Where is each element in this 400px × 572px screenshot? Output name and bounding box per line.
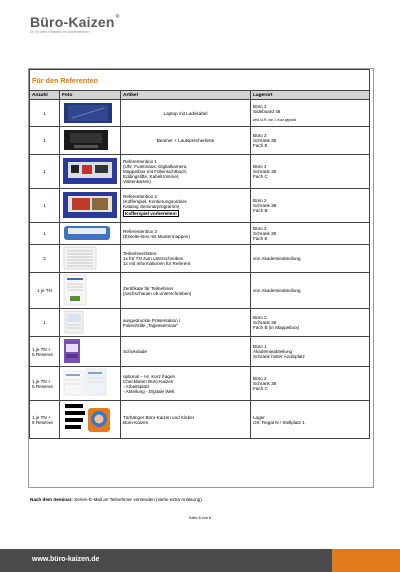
lagerort-line: Fach B bbox=[253, 208, 268, 213]
cell-artikel bbox=[121, 127, 251, 155]
lagerort-line: Büro 2 bbox=[253, 226, 267, 231]
cell-lagerort bbox=[251, 309, 370, 337]
zertifikat-photo bbox=[62, 274, 118, 307]
table-row bbox=[30, 155, 370, 189]
cell-foto bbox=[60, 155, 121, 189]
page-number: Seite 6 von 6 bbox=[188, 516, 212, 520]
cell-anzahl bbox=[30, 337, 60, 367]
teilnehmerliste-photo bbox=[62, 246, 118, 271]
artikel-line: Katalog Seminarprogramm) bbox=[123, 204, 180, 209]
artikel-line: Türhänger Büro-Kaizen und Kleber bbox=[123, 414, 195, 420]
lagerort-line: Büro 2 bbox=[253, 198, 267, 203]
lagerort-line: Büro 2 bbox=[253, 104, 267, 109]
cell-lagerort bbox=[251, 401, 370, 439]
artikel-line: Folienhülle „Tagesseminar“ bbox=[123, 322, 179, 328]
praesentation-photo bbox=[62, 310, 118, 335]
brand-tagline: 20 % mehr Effizienz im Unternehmen bbox=[30, 30, 90, 34]
cell-anzahl: 1 bbox=[30, 223, 60, 245]
table-row bbox=[30, 337, 370, 367]
cell-foto bbox=[60, 189, 121, 223]
artikel-line: Referentenbox 3 bbox=[123, 228, 157, 234]
anzahl-line: 1 je TN + bbox=[32, 378, 51, 384]
footnote-text: Serien-E-Mail an Teilnehmer versenden (siehe extra Anleitung). bbox=[72, 497, 204, 502]
column-header-foto: Foto bbox=[60, 91, 121, 100]
lagerort-line: Büro 2 bbox=[253, 376, 267, 381]
artikel-line: Checklisten Büro-Kaizen bbox=[123, 378, 174, 384]
lagerort-line: Büro 2 bbox=[253, 315, 267, 320]
cell-lagerort bbox=[251, 273, 370, 309]
footnote-label: Nach dem Seminar: bbox=[30, 497, 73, 502]
table-row bbox=[30, 245, 370, 273]
artikel-line: Zertifikate für Teilnehmer bbox=[123, 285, 174, 291]
artikel-line: (Kofferspiel, Kontierungsordner, bbox=[123, 199, 188, 204]
artikel-line: Teilnehmerlisten: bbox=[123, 251, 158, 256]
cell-lagerort bbox=[251, 223, 370, 245]
artikel-line: Visitenkarten) bbox=[123, 179, 152, 184]
packing-list-table bbox=[29, 69, 370, 439]
artikel-line: (Uhr, Funkmaus, Digitalkamera, bbox=[123, 164, 188, 169]
lagerort-line: Akademieabteilung bbox=[253, 349, 293, 354]
lagerort-line: Büro 2 bbox=[253, 133, 267, 138]
table-row bbox=[30, 189, 370, 223]
table-row bbox=[30, 309, 370, 337]
cell-anzahl: 2 bbox=[30, 245, 60, 273]
lagerort-line: Schrank 38 bbox=[253, 231, 277, 236]
table-row bbox=[30, 401, 370, 439]
artikel-line: Laptop mit Ladekabel bbox=[163, 110, 208, 116]
referentenbox-1-photo bbox=[62, 156, 118, 187]
cell-lagerort bbox=[251, 337, 370, 367]
laptop-photo bbox=[62, 102, 118, 125]
lagerort-line: Büro 2 bbox=[253, 164, 267, 169]
footer-accent bbox=[332, 549, 400, 572]
lagerort-line: Fach E bbox=[253, 236, 268, 241]
table-row bbox=[30, 223, 370, 245]
cell-anzahl: 1 bbox=[30, 189, 60, 223]
artikel-line: optional – Hr. Kurz fragen bbox=[123, 373, 176, 379]
lagerort-line: Fach E bbox=[253, 143, 268, 148]
cell-foto bbox=[60, 100, 121, 127]
lagerort-note: wird i.d.R. von J. Kurz gepackt bbox=[253, 118, 297, 122]
table-row bbox=[30, 127, 370, 155]
footer-bar bbox=[0, 549, 400, 572]
table-row bbox=[30, 100, 370, 127]
artikel-line: Beamer + Lautsprecherkiste bbox=[156, 138, 215, 143]
column-header-artikel: Artikel bbox=[121, 91, 251, 100]
lagerort-line: von Akademieabteilung bbox=[253, 288, 301, 293]
lagerort-line: Fach C bbox=[253, 174, 268, 179]
artikel-line: Eddingstifte, Kabeltrommel, bbox=[123, 174, 180, 179]
cell-lagerort bbox=[251, 245, 370, 273]
anzahl-line: 5 Reserve bbox=[32, 351, 53, 357]
cell-artikel bbox=[121, 401, 251, 439]
cell-lagerort bbox=[251, 127, 370, 155]
artikel-line: - Abteilung - Digitale Welt bbox=[123, 388, 175, 394]
cell-artikel bbox=[121, 100, 251, 127]
artikel-line: Referentenbox 2 bbox=[123, 194, 157, 199]
cell-foto bbox=[60, 223, 121, 245]
lagerort-line: Fach C bbox=[253, 386, 268, 391]
table-row bbox=[30, 273, 370, 309]
footnote bbox=[30, 497, 203, 502]
artikel-line: Referentenbox 1 bbox=[123, 159, 157, 164]
column-header-anzahl: Anzahl bbox=[30, 91, 60, 100]
lagerort-line: Schrank 38 bbox=[253, 138, 277, 143]
cell-anzahl: 1 bbox=[30, 127, 60, 155]
table-row bbox=[30, 367, 370, 401]
lagerort-line: Büro 1 bbox=[253, 344, 267, 349]
lagerort-line: Lager bbox=[253, 414, 265, 420]
cell-artikel bbox=[121, 337, 251, 367]
artikel-line: Büro-Kaizen bbox=[123, 419, 149, 425]
artikel-line: - Arbeitsplatz bbox=[123, 383, 150, 389]
lagerort-line: Ort: Regal N / Stellplatz 1 bbox=[253, 419, 305, 425]
lagerort-line: Schrank hinter Azubiplatz bbox=[253, 354, 305, 359]
referentenbox-2-photo bbox=[62, 190, 118, 221]
cell-lagerort bbox=[251, 100, 370, 127]
cell-foto bbox=[60, 309, 121, 337]
cell-artikel bbox=[121, 367, 251, 401]
cell-anzahl: 1 bbox=[30, 155, 60, 189]
cell-lagerort bbox=[251, 367, 370, 401]
cell-artikel bbox=[121, 189, 251, 223]
tuerhaenger-photo bbox=[62, 402, 118, 437]
artikel-line: (nachschauen ob unterschrieben) bbox=[123, 290, 192, 296]
artikel-line: Mappeibox mit Foliensichtbuch, bbox=[123, 169, 188, 174]
brand-logo: Büro-Kaizen® bbox=[30, 14, 120, 30]
artikel-line: ausgedruckte Präsentation / bbox=[123, 317, 181, 323]
cell-artikel bbox=[121, 155, 251, 189]
artikel-line: Schokolade bbox=[123, 349, 148, 354]
lagerort-line: Sideboard 48 bbox=[253, 109, 281, 114]
anzahl-line: 1 je TN + bbox=[32, 346, 51, 352]
cell-foto bbox=[60, 273, 121, 309]
cell-anzahl bbox=[30, 401, 60, 439]
cell-artikel bbox=[121, 273, 251, 309]
cell-foto bbox=[60, 127, 121, 155]
lagerort-line: Schrank 38 bbox=[253, 169, 277, 174]
artikel-line: 1x mit Informationen für Referent bbox=[123, 261, 191, 266]
cell-artikel bbox=[121, 245, 251, 273]
artikel-line: (Esselte-Box mit Mustermappen) bbox=[123, 233, 190, 239]
cell-anzahl: 1 je TN bbox=[30, 273, 60, 309]
schokolade-photo bbox=[62, 338, 118, 365]
cell-lagerort bbox=[251, 189, 370, 223]
table-header-row bbox=[30, 91, 370, 100]
cell-foto bbox=[60, 337, 121, 367]
checklisten-photo bbox=[62, 368, 118, 399]
lagerort-line: von Akademieabteilung bbox=[253, 256, 301, 261]
section-title: Für den Referenten bbox=[30, 70, 370, 91]
referentenbox-3-photo bbox=[62, 224, 118, 243]
anzahl-line: 5 Reserve bbox=[32, 383, 53, 389]
cell-artikel bbox=[121, 309, 251, 337]
cell-foto bbox=[60, 401, 121, 439]
cell-artikel bbox=[121, 223, 251, 245]
beamer-photo bbox=[62, 128, 118, 153]
footer-url[interactable]: www.büro-kaizen.de bbox=[32, 556, 100, 563]
lagerort-line: Fach B (in Mappeibox) bbox=[253, 325, 300, 330]
anzahl-line: 5 Reserve bbox=[32, 419, 53, 425]
cell-anzahl bbox=[30, 367, 60, 401]
cell-anzahl: 1 bbox=[30, 309, 60, 337]
lagerort-line: Schrank 38 bbox=[253, 320, 277, 325]
cell-foto bbox=[60, 367, 121, 401]
cell-lagerort bbox=[251, 155, 370, 189]
column-header-lagerort: Lagerort bbox=[251, 91, 370, 100]
lagerort-line: Schrank 38 bbox=[253, 381, 277, 386]
cell-anzahl: 1 bbox=[30, 100, 60, 127]
lagerort-line: Schrank 38 bbox=[253, 203, 277, 208]
artikel-line: 1x für TN zum unterschreiben bbox=[123, 256, 184, 261]
artikel-highlight: Kofferspiel vorbereiten! bbox=[125, 211, 177, 216]
cell-foto bbox=[60, 245, 121, 273]
anzahl-line: 1 je TN + bbox=[32, 414, 51, 420]
